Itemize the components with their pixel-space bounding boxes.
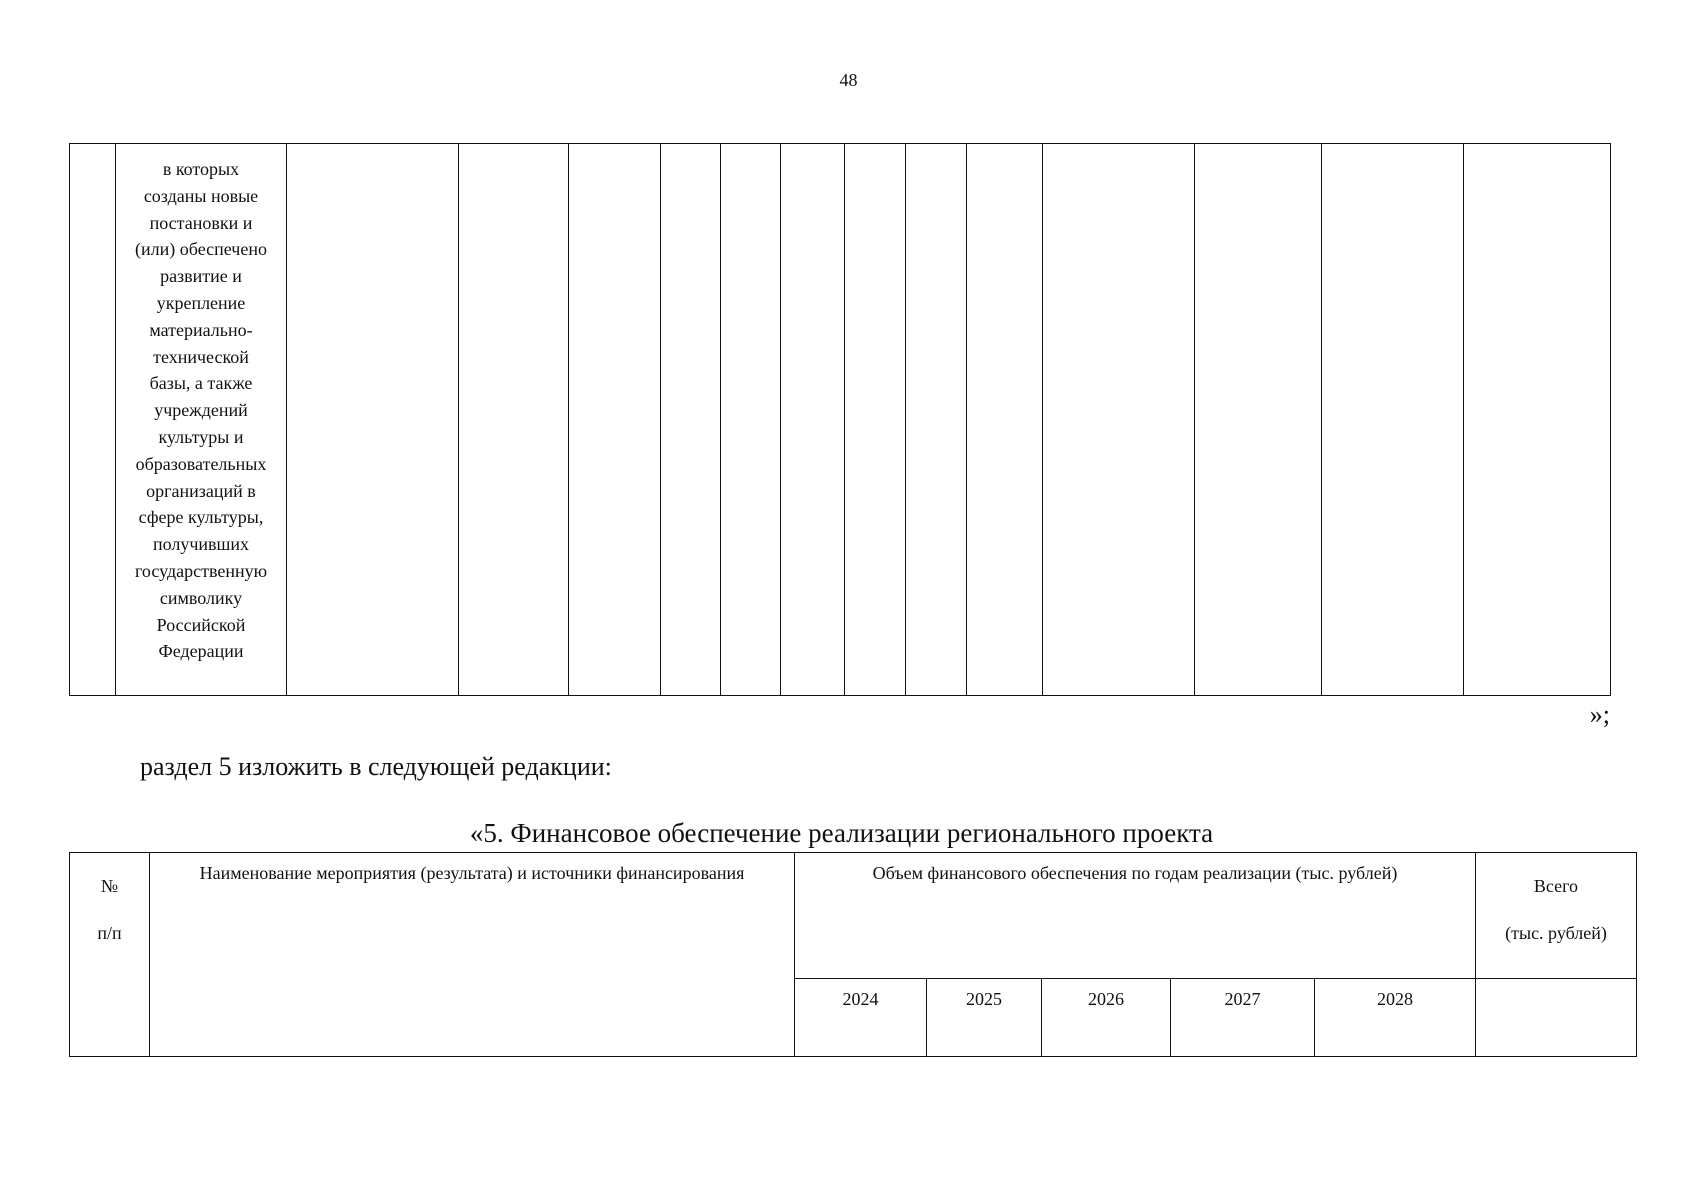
table-cell	[459, 144, 569, 696]
table-cell	[116, 144, 287, 696]
table-cell	[1476, 979, 1637, 1057]
column-header-total	[1476, 853, 1637, 979]
column-header-volume: Объем финансового обеспечения по годам реализации (тыс. рублей)	[795, 853, 1476, 979]
table-cell	[906, 144, 967, 696]
table-cell	[1322, 144, 1464, 696]
table-cell	[661, 144, 721, 696]
table-row	[70, 144, 1611, 696]
column-header-total-line: (тыс. рублей)	[1505, 923, 1607, 943]
instruction-text: раздел 5 изложить в следующей редакции:	[140, 752, 612, 781]
column-header-number-line: №	[100, 876, 119, 896]
financing-table	[69, 852, 1637, 1057]
table-header-row	[70, 853, 1637, 979]
table-cell	[70, 144, 116, 696]
column-header-number-line: п/п	[97, 923, 122, 943]
column-header-total-line: Всего	[1533, 876, 1579, 896]
table-cell	[721, 144, 781, 696]
table-cell	[1464, 144, 1611, 696]
table-cell	[287, 144, 459, 696]
page-number: 48	[839, 70, 858, 90]
year-header: 2026	[1042, 979, 1171, 1057]
table-cell	[845, 144, 906, 696]
table-cell	[967, 144, 1043, 696]
year-header: 2025	[927, 979, 1042, 1057]
closing-quote: »;	[1589, 700, 1610, 729]
table-cell	[569, 144, 661, 696]
column-header-name: Наименование мероприятия (результата) и источники финансирования	[150, 853, 795, 1057]
table-cell	[1195, 144, 1322, 696]
section-title: «5. Финансовое обеспечение реализации регионального проекта	[469, 818, 1214, 848]
year-header: 2027	[1171, 979, 1315, 1057]
column-header-number	[70, 853, 150, 1057]
table-cell	[1043, 144, 1195, 696]
year-header: 2024	[795, 979, 927, 1057]
table-cell	[781, 144, 845, 696]
continuation-table	[69, 143, 1611, 696]
continuation-cell-text: в которых созданы новые постановки и (или) обеспечено развитие и укрепление материально- технической базы, а также учреждений культуры и образовательных организаций в сфере культуры, получивших государственную символику Российской Федерации	[134, 159, 268, 662]
year-header: 2028	[1315, 979, 1476, 1057]
